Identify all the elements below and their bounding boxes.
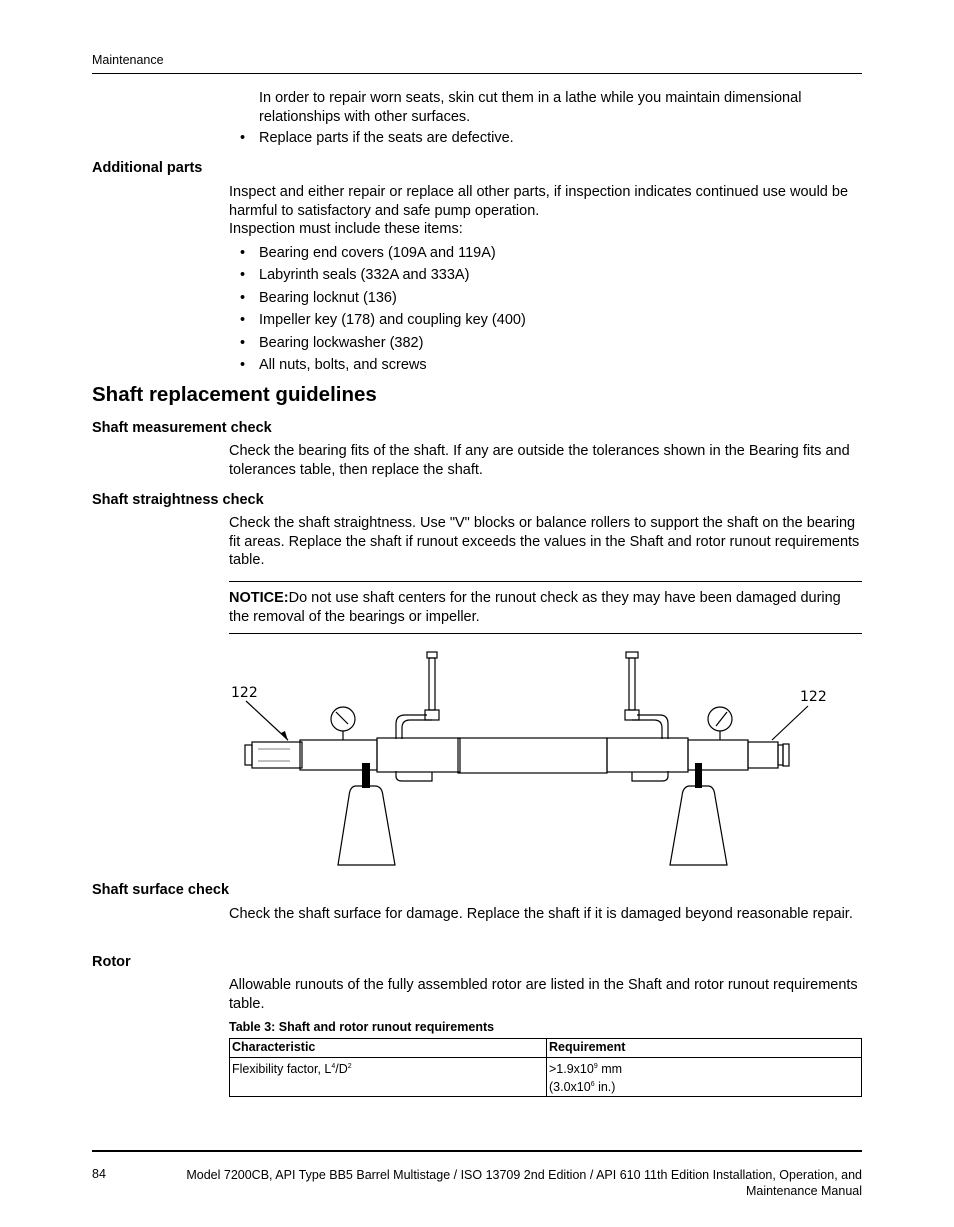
- right-dial-gauge-icon: [708, 707, 732, 731]
- runout-requirements-table: [229, 1038, 862, 1097]
- left-callout-leader: [246, 701, 288, 740]
- straightness-check-heading: Shaft straightness check: [92, 492, 264, 508]
- section-heading: Shaft replacement guidelines: [92, 383, 377, 406]
- table-row: [230, 1058, 862, 1097]
- left-v-block: [338, 786, 395, 865]
- seats-paragraph: In order to repair worn seats, skin cut them in a lathe while you maintain dimensional relationships with other surfaces.: [259, 90, 802, 125]
- straightness-check-paragraph: Check the shaft straightness. Use "V" blocks or balance rollers to support the shaft on the bearing fit areas. Replace the shaft if runout exceeds the values in the Shaft and rotor runout requirements table.: [229, 515, 860, 568]
- right-indicator-post: [629, 658, 635, 710]
- list-item: • Labyrinth seals (332A and 333A): [240, 266, 526, 288]
- additional-parts-heading: Additional parts: [92, 160, 203, 176]
- column-header: Characteristic: [230, 1039, 547, 1058]
- list-item: • Bearing locknut (136): [240, 289, 526, 311]
- notice-box: [229, 589, 862, 626]
- notice-top-rule: [229, 581, 862, 582]
- left-shaft-end: [252, 742, 302, 768]
- inspection-items-list: [240, 244, 526, 378]
- additional-parts-paragraph: Inspect and either repair or replace all other parts, if inspection indicates continued use would be harmful to satisfactory and safe pump operation.: [229, 184, 849, 219]
- characteristic-cell: Flexibility factor, $L^4/D^2$: [230, 1058, 547, 1097]
- seats-bullet-list: [240, 129, 514, 151]
- requirement-cell: $>1.9x10^9$ mm ($3.0x10^6$ in.): [547, 1058, 862, 1097]
- list-item: • Bearing end covers (109A and 119A): [240, 244, 526, 266]
- page-number: 84: [92, 1167, 106, 1181]
- notice-text: Do not use shaft centers for the runout check as they may have been damaged during the removal of the bearings or impeller.: [229, 590, 841, 625]
- list-item: • Bearing lockwasher (382): [240, 334, 526, 356]
- right-callout-leader: [772, 706, 808, 740]
- list-item: • Impeller key (178) and coupling key (400): [240, 311, 526, 333]
- callout-label-right: 122: [800, 689, 827, 705]
- right-v-block: [670, 786, 727, 865]
- inspection-intro: Inspection must include these items:: [229, 221, 463, 237]
- column-header: Requirement: [547, 1039, 862, 1058]
- footer-document-title: Model 7200CB, API Type BB5 Barrel Multistage / ISO 13709 2nd Edition / API 610 11th Edition Installation, Operation, and Maintenance Manual: [186, 1168, 862, 1198]
- surface-check-heading: Shaft surface check: [92, 882, 230, 898]
- list-item: • All nuts, bolts, and screws: [240, 356, 526, 378]
- rotor-paragraph: Allowable runouts of the fully assembled rotor are listed in the Shaft and rotor runout requirements table.: [229, 977, 858, 1012]
- surface-check-paragraph: Check the shaft surface for damage. Replace the shaft if it is damaged beyond reasonable repair.: [229, 906, 853, 922]
- right-shaft-end: [748, 742, 778, 768]
- notice-bottom-rule: [229, 633, 862, 634]
- center-sleeve: [458, 738, 607, 773]
- right-journal: [607, 738, 688, 772]
- header-rule: [92, 73, 862, 74]
- callout-label-left: 122: [231, 685, 258, 701]
- measurement-check-paragraph: Check the bearing fits of the shaft. If any are outside the tolerances shown in the Bearing fits and tolerances table, then replace the shaft.: [229, 443, 850, 478]
- right-shaft-end-cap: [783, 744, 789, 766]
- running-header: Maintenance: [92, 53, 164, 67]
- table-caption: Table 3: Shaft and rotor runout requirements: [229, 1020, 495, 1034]
- measurement-check-heading: Shaft measurement check: [92, 420, 272, 436]
- left-shaft-end-cap: [245, 745, 252, 765]
- left-indicator-post: [429, 658, 435, 710]
- notice-label: NOTICE:: [229, 590, 289, 606]
- rotor-heading: Rotor: [92, 954, 131, 970]
- table-header-row: [230, 1039, 862, 1058]
- footer-rule: [92, 1150, 862, 1152]
- list-item: • Replace parts if the seats are defective.: [240, 129, 514, 151]
- shaft-runout-figure: [225, 645, 827, 875]
- left-journal: [377, 738, 460, 772]
